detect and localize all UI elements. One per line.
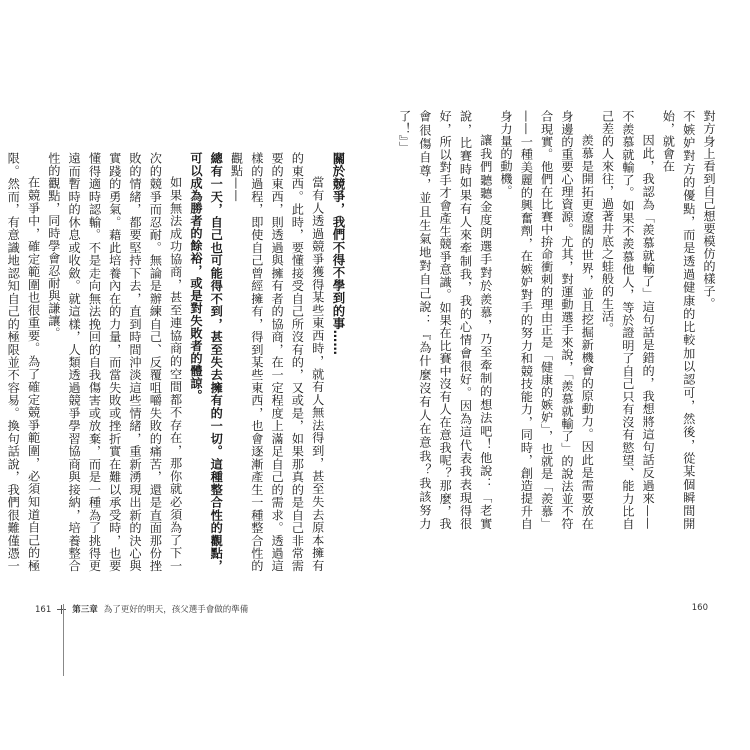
bold-paragraph: 總有一天，自己也可能得不到，甚至失去擁有的一切。這種整合性的觀點，可以成為勝者的餘裕，或是對失敗者的體諒。 (188, 152, 224, 572)
paragraph: 讓我們聽聽金度朗選手對於羨慕，乃至牽制的想法吧！他說：「老實說，比賽時如果有人來牽制我，我的心情會很好。因為這代表我表現得很好，所以對手才會產生競爭意識。如果在比賽中沒有人在意我呢？那麼，我會很傷自尊，並且生氣地對自己說：『為什麼沒有人在意我？我該努力了！』」 (397, 110, 493, 530)
left-page-footer (35, 603, 248, 615)
dragonfly-icon (57, 605, 66, 614)
chapter-title: 為了更好的明天，孩父選手會做的準備 (103, 605, 249, 615)
paragraph: 如果無法成功協商，甚至連協商的空間都不存在，那你就必須為了下一次的競爭而忍耐。無論是辦練自己、反覆咀嚼失敗的痛苦，還是直面那份挫敗的情緒，都要堅持下去，直到時間沖淡這些情緒，重新湧現出新的決心與實踐的勇氣。藉此培養內在的力量，而當失敗或挫折實在難以承受時，也要懂得適時認輸。不是走向無法挽回的自我傷害或放棄，而是一種為了挑得更遠而暫時的休息或收斂。就這樣，人類透過競爭學習協商與接納，培養整合性的觀點，同時學會忍耐與謙讓。 (46, 152, 183, 572)
paragraph: 羨慕是開拓更遼闊的世界，並且挖掘新機會的原動力。因此是需要放在身邊的重要心理資源。尤其，對運動選手來說，「羨慕就輸了」的說法並不符合現實。他們在比賽中拚命衝刺的理由正是「健康的嫉妒」，也就是「羨慕」——一種美麗的興奮劑，在嫉妒對手的努力和競技能力，同時，創造提升自身力量的動機。 (499, 110, 595, 530)
left-page-body (6, 152, 348, 572)
right-page (375, 0, 750, 750)
paragraph: 不嫉妒對方的優點，而是透過健康的比較加以認可，然後，從某個瞬間開始，就會在 (661, 110, 696, 530)
right-page-body (397, 110, 719, 530)
page-number: 161 (35, 605, 52, 615)
right-page-footer (692, 603, 708, 613)
hanging-thread-decoration (63, 604, 64, 676)
chapter-label: 第三章 (72, 605, 98, 615)
paragraph: 當有人透過競爭獲得某些東西時，就有人無法得到，甚至失去原本擁有的東西。此時，要懂接受自己所沒有的，又或是，如果那真的是自己非常需要的東西，則透過與擁有者的協商，在一定程度上滿足自己的需求。透過這樣的過程，即使自己曾經擁有，得到某些東西，也會逐漸產生一種整合性的觀點—— (229, 152, 325, 572)
paragraph: 在競爭中，確定範圍也很重要。為了確定競爭範圍，必須知道自己的極限。然而，有意識地認知自己的極限並不容易。換句話說，我們很難僅憑一 (6, 152, 41, 572)
section-heading: 關於競爭，我們不得不學到的事…… (331, 152, 346, 356)
paragraph: 因此，我認為「羨慕就輸了」這句話是錯的，我想將這句話反過來——不羨慕就輸了。如果不羨慕他人，等於證明了自己只有沒有慾望、能力比自己差的人來往，過著井底之蛙般的生活。 (600, 110, 656, 530)
paragraph: 對方身上看到自己想要模仿的樣子。 (702, 110, 716, 310)
page-number: 160 (691, 603, 708, 613)
